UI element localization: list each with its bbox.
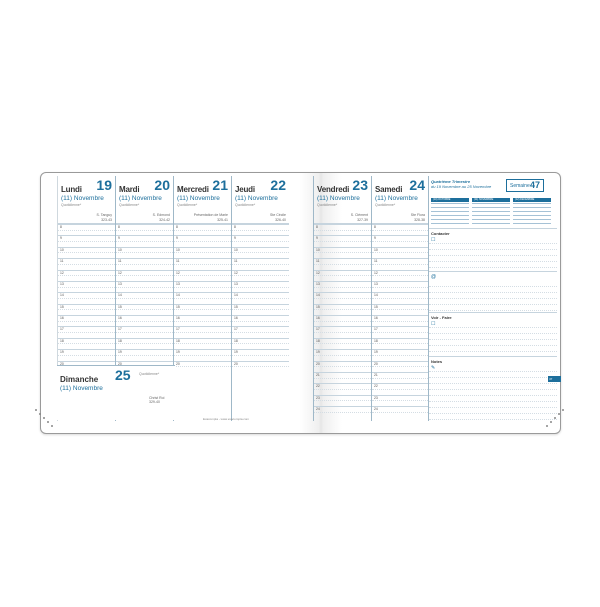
- hour-label: 17: [118, 327, 122, 332]
- day-code: 325-41: [217, 218, 228, 222]
- day-saint: S. Clément: [350, 213, 368, 217]
- day-saint: Christ Roi 329-40: [149, 396, 165, 404]
- week-side-panel: [428, 176, 556, 421]
- writing-line: [429, 419, 557, 420]
- day-info: Quotidienne*: [119, 203, 140, 207]
- day-code: 326-40: [275, 218, 286, 222]
- day-month: (11) Novembre: [317, 195, 360, 202]
- hour-label: 18: [234, 338, 238, 343]
- writing-line: [429, 389, 557, 390]
- hour-label: 19: [374, 350, 378, 355]
- day-month: (11) Novembre: [119, 195, 162, 202]
- day-name: Jeudi: [235, 185, 255, 194]
- side-section-label: Notes: [431, 359, 443, 364]
- hour-label: 16: [176, 316, 180, 320]
- hour-label: 20: [118, 361, 122, 366]
- hour-label: 19: [176, 350, 180, 355]
- week-label: Semaine: [510, 183, 530, 189]
- day-info: Quotidienne*: [317, 203, 338, 207]
- hour-label: 8: [118, 225, 120, 229]
- hour-label: 10: [374, 247, 378, 252]
- hour-label: 12: [234, 270, 238, 275]
- trimester-label: Quatrième Trimestre: [431, 179, 471, 184]
- hour-label: 14: [176, 293, 180, 298]
- writing-line: [429, 327, 557, 328]
- hour-label: 13: [234, 281, 238, 286]
- mini-calendar-title: (11) NOVEMBRE: [472, 198, 510, 202]
- day-name: Mardi: [119, 185, 140, 194]
- writing-line: [429, 401, 557, 402]
- day-code: 327-39: [357, 218, 368, 222]
- day-saint: Ste Cécile: [270, 213, 286, 217]
- hour-label: 18: [316, 338, 320, 343]
- hour-label: 8: [60, 225, 62, 229]
- writing-line: [429, 249, 557, 250]
- hour-label: 16: [234, 316, 238, 320]
- hour-label: 8: [374, 225, 376, 229]
- hour-label: 15: [60, 304, 64, 309]
- hour-label: 20: [316, 361, 320, 366]
- day-column: [173, 176, 231, 421]
- week-box: [506, 179, 544, 192]
- day-number: 25: [115, 367, 131, 383]
- hour-label: 16: [374, 316, 378, 320]
- hour-label: 14: [60, 293, 64, 298]
- writing-line: [429, 292, 557, 293]
- hour-label: 24: [316, 407, 320, 411]
- hour-label: 10: [60, 247, 64, 252]
- hour-label: 11: [234, 259, 238, 264]
- hour-label: 12: [374, 270, 378, 275]
- day-month: (11) Novembre: [235, 195, 278, 202]
- hour-label: 9: [176, 236, 178, 241]
- day-name: Lundi: [61, 185, 82, 194]
- section-icon: @: [431, 274, 437, 280]
- writing-line: [429, 351, 557, 352]
- writing-line: [429, 395, 557, 396]
- week-number: 47: [529, 180, 540, 190]
- writing-line: [429, 407, 557, 408]
- hour-label: 18: [118, 338, 122, 343]
- hour-label: 17: [374, 327, 378, 332]
- hour-label: 21: [374, 372, 378, 377]
- hour-label: 13: [118, 281, 122, 286]
- corner-stitch-bottom-left: [35, 409, 55, 429]
- mini-calendar-grid: [513, 203, 551, 225]
- day-saint: S. Tanguy: [96, 213, 112, 217]
- hour-label: 11: [374, 259, 378, 264]
- mini-calendar-november: [472, 198, 510, 226]
- hour-row[interactable]: [314, 412, 371, 418]
- hour-label: 11: [60, 259, 64, 264]
- hour-label: 22: [374, 384, 378, 389]
- day-info: Quotidienne*: [177, 203, 198, 207]
- hour-label: 8: [176, 225, 178, 229]
- hour-label: 13: [176, 281, 180, 286]
- hour-label: 12: [118, 270, 122, 275]
- mini-calendar-december: [513, 198, 551, 226]
- hour-label: 16: [316, 316, 320, 320]
- hour-label: 18: [176, 338, 180, 343]
- mini-calendar-title: (10) OCTOBRE: [431, 198, 469, 202]
- hour-label: 20: [60, 361, 64, 366]
- writing-line: [429, 310, 557, 311]
- hour-label: 8: [316, 225, 318, 229]
- hour-label: 11: [176, 259, 180, 264]
- writing-line: [429, 345, 557, 346]
- hour-label: 19: [316, 350, 320, 355]
- hour-label: 12: [60, 270, 64, 275]
- hour-label: 15: [118, 304, 122, 309]
- day-header: [372, 176, 428, 224]
- hour-label: 20: [176, 361, 180, 366]
- section-icon: ✎: [431, 365, 436, 371]
- mini-calendar-grid: [431, 203, 469, 225]
- hour-label: 13: [374, 281, 378, 286]
- hour-label: 24: [374, 407, 378, 411]
- hour-label: 9: [374, 236, 376, 241]
- day-header: [116, 176, 173, 224]
- day-name: Mercredi: [177, 185, 209, 194]
- hour-label: 12: [176, 270, 180, 275]
- day-month: (11) Novembre: [177, 195, 220, 202]
- day-code: 328-38: [414, 218, 425, 222]
- day-name: Samedi: [375, 185, 403, 194]
- writing-line: [429, 377, 557, 378]
- hour-label: 19: [60, 350, 64, 355]
- hour-label: 17: [316, 327, 320, 332]
- hour-label: 11: [316, 259, 320, 264]
- writing-line: [429, 333, 557, 334]
- hour-row[interactable]: [232, 366, 289, 372]
- day-month: (11) Novembre: [61, 195, 104, 202]
- hour-label: 19: [234, 350, 238, 355]
- day-month: (11) Novembre: [375, 195, 418, 202]
- day-info: Quotidienne*: [375, 203, 396, 207]
- hour-label: 10: [176, 247, 180, 252]
- writing-line: [429, 267, 557, 268]
- hour-label: 8: [234, 225, 236, 229]
- day-code: 324-42: [159, 218, 170, 222]
- week-tab[interactable]: 47: [548, 376, 561, 382]
- day-saint: Ste Flora: [410, 213, 425, 217]
- hour-label: 18: [60, 338, 64, 343]
- sunday-block: [57, 365, 175, 420]
- day-number: 20: [154, 177, 170, 193]
- side-section-label: Contacter: [431, 231, 450, 236]
- day-info: Quotidienne*: [235, 203, 256, 207]
- planner-spread: [40, 172, 561, 434]
- day-name: Vendredi: [317, 185, 350, 194]
- side-section[interactable]: [429, 356, 557, 421]
- hour-label: 15: [234, 304, 238, 309]
- mini-calendar-title: (12) DÉCEMBRE: [513, 198, 551, 202]
- hour-label: 13: [60, 281, 64, 286]
- day-saint: S. Edmond: [152, 213, 170, 217]
- mini-calendar-october: [431, 198, 469, 226]
- day-info: Quotidienne*: [139, 372, 160, 376]
- hour-label: 10: [316, 247, 320, 252]
- day-number: 23: [352, 177, 368, 193]
- day-number: 21: [212, 177, 228, 193]
- day-header: [58, 176, 115, 224]
- hour-label: 15: [374, 304, 378, 309]
- day-number: 24: [409, 177, 425, 193]
- corner-stitch-bottom-right: [546, 409, 566, 429]
- mini-calendar-grid: [472, 203, 510, 225]
- hour-label: 20: [234, 361, 238, 366]
- footer-credit: Exacompta - www.exacompta.com: [203, 417, 250, 421]
- side-section[interactable]: [429, 271, 557, 312]
- day-header: [314, 176, 371, 224]
- writing-line: [429, 255, 557, 256]
- day-saint: Présentation de Marie: [193, 213, 228, 217]
- hour-label: 16: [60, 316, 64, 320]
- hour-label: 22: [316, 384, 320, 389]
- writing-line: [429, 286, 557, 287]
- hour-label: 23: [316, 395, 320, 400]
- hour-label: 14: [118, 293, 122, 298]
- hour-label: 14: [316, 293, 320, 298]
- hour-label: 21: [316, 372, 320, 377]
- side-section[interactable]: [429, 228, 557, 271]
- day-month: (11) Novembre: [60, 385, 103, 392]
- hour-label: 20: [374, 361, 378, 366]
- day-info: Quotidienne*: [61, 203, 82, 207]
- hour-row[interactable]: [372, 412, 428, 418]
- hour-label: 14: [234, 293, 238, 298]
- hour-label: 19: [118, 350, 122, 355]
- hour-label: 12: [316, 270, 320, 275]
- side-section[interactable]: [429, 312, 557, 356]
- hour-label: 10: [234, 247, 238, 252]
- hour-label: 15: [316, 304, 320, 309]
- hour-label: 9: [60, 236, 62, 241]
- hour-label: 17: [234, 327, 238, 332]
- hour-label: 17: [60, 327, 64, 332]
- section-icon: ☐: [431, 321, 436, 327]
- hour-label: 13: [316, 281, 320, 286]
- day-number: 22: [270, 177, 286, 193]
- hour-label: 9: [316, 236, 318, 241]
- day-column: [313, 176, 371, 421]
- day-column: [231, 176, 289, 421]
- day-name: Dimanche: [60, 375, 99, 384]
- hour-label: 16: [118, 316, 122, 320]
- writing-line: [429, 298, 557, 299]
- writing-line: [429, 371, 557, 372]
- day-number: 19: [96, 177, 112, 193]
- week-period: du 19 Novembre au 25 Novembre: [431, 184, 492, 189]
- hour-label: 15: [176, 304, 180, 309]
- hour-row[interactable]: [174, 366, 231, 372]
- section-icon: ☐: [431, 237, 436, 243]
- hour-label: 11: [118, 259, 122, 264]
- hour-label: 17: [176, 327, 180, 332]
- writing-line: [429, 261, 557, 262]
- side-section-label: Voir - Faire: [431, 315, 452, 320]
- writing-line: [429, 383, 557, 384]
- day-header: [174, 176, 231, 224]
- hour-label: 14: [374, 293, 378, 298]
- day-code: 323-43: [101, 218, 112, 222]
- hour-label: 18: [374, 338, 378, 343]
- day-column: [371, 176, 428, 421]
- hour-label: 23: [374, 395, 378, 400]
- writing-line: [429, 413, 557, 414]
- writing-line: [429, 243, 557, 244]
- hour-label: 9: [234, 236, 236, 241]
- writing-line: [429, 304, 557, 305]
- writing-line: [429, 339, 557, 340]
- hour-label: 9: [118, 236, 120, 241]
- hour-label: 10: [118, 247, 122, 252]
- day-header: [232, 176, 289, 224]
